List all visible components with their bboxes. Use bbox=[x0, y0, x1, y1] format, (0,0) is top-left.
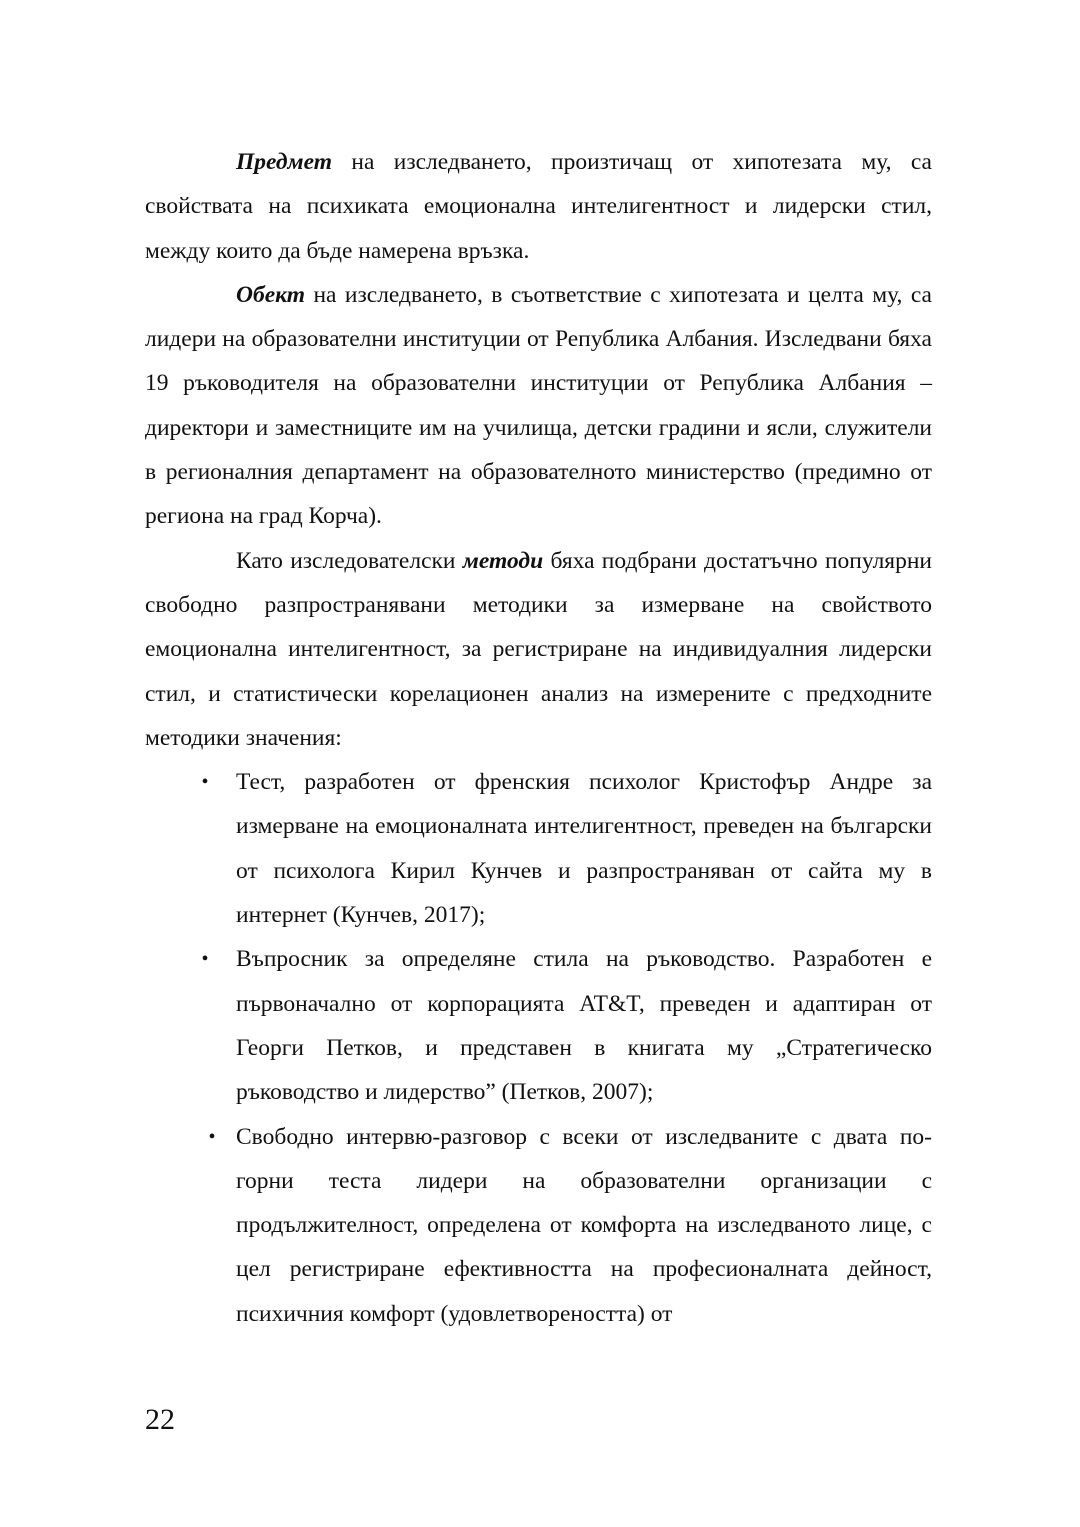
list-item bbox=[145, 937, 932, 1114]
list-item bbox=[145, 760, 932, 937]
list-item-text: Тест, разработен от френския психолог Кристофър Андре за измерване на емоционалната интелигентност, преведен на български от психолога Кирил Кунчев и разпространяван от сайта му в интернет (Кунчев, 2017); bbox=[236, 769, 932, 929]
bullet-icon: • bbox=[201, 948, 209, 971]
paragraph-methods-text: бяха подбрани достатъчно популярни свободно разпространявани методики за измерване на свойството емоционална интелигентност, за регистриране на индивидуалния лидерски стил, и статистически корелационен анализ на измерените с предходните методики значения: bbox=[145, 547, 933, 751]
methods-list bbox=[145, 760, 932, 1336]
term-methods: методи bbox=[462, 547, 544, 574]
paragraph-methods bbox=[145, 539, 932, 760]
list-item bbox=[145, 1115, 932, 1336]
list-item-text: Свободно интервю-разговор с всеки от изследваните с двата по-горни теста лидери на образователни организации с продължителност, определена от комфорта на изследваното лице, с цел регистриране ефективността на професионалната дейност, психичния комфорт (удовлетвореността) от bbox=[236, 1123, 932, 1327]
list-item-text: Въпросник за определяне стила на ръководство. Разработен е първоначално от корпорацията AT&T, преведен и адаптиран от Георги Петков, и представен в книгата му „Стратегическо ръководство и лидерство” (Петков, 2007); bbox=[236, 946, 932, 1106]
paragraph-subject-text: на изследването, произтичащ от хипотезата му, са свойствата на психиката емоционална интелигентност и лидерски стил, между които да бъде намерена връзка. bbox=[145, 149, 932, 264]
paragraph-object-text: на изследването, в съответствие с хипотезата и целта му, са лидери на образователни институции от Република Албания. Изследвани бяха 19 ръководителя на образователни институции от Република Албания – директори и заместниците им на училища, детски градини и ясли, служители в регионалния департамент на образователното министерство (предимно от региона на град Корча). bbox=[145, 281, 932, 530]
bullet-icon: • bbox=[208, 1125, 216, 1148]
paragraph-subject bbox=[145, 140, 932, 273]
term-object: Обект bbox=[236, 281, 306, 308]
body-text bbox=[145, 140, 932, 1336]
page-number: 22 bbox=[145, 1403, 175, 1436]
term-subject: Предмет bbox=[236, 149, 333, 175]
paragraph-methods-lead: Като изследователски bbox=[236, 547, 463, 574]
bullet-icon: • bbox=[201, 771, 209, 794]
paragraph-object bbox=[145, 273, 932, 539]
